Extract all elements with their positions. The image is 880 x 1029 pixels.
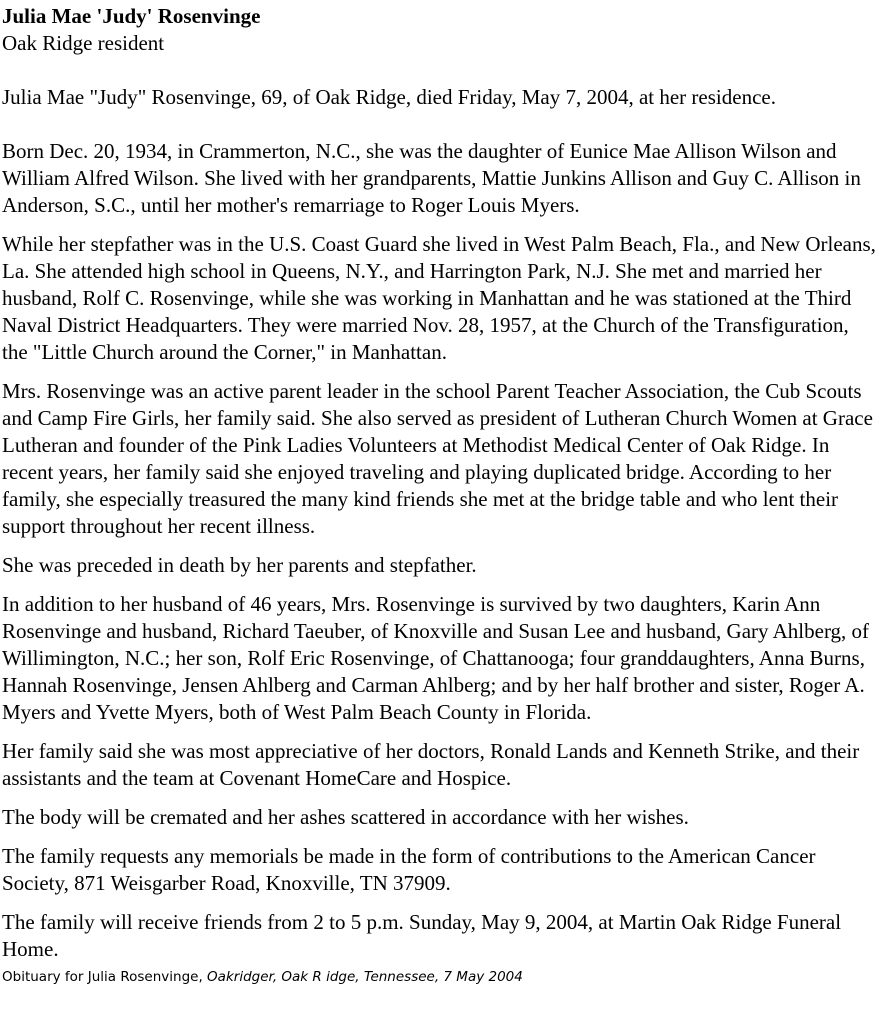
paragraph-marriage: While her stepfather was in the U.S. Coast Guard she lived in West Palm Beach, Fla., and New Orleans, La. She attended high school in Queens, N.Y., and Harrington Park, N.J. She met and married her husband, Rolf C. Rosenvinge, while she was working in Manhattan and he was stationed at the Third Naval District Headquarters. They were married Nov. 28, 1957, at the Church of the Transfiguration, the "Little Church around the Corner," in Manhattan. — [2, 232, 876, 364]
paragraph-preceded: She was preceded in death by her parents and stepfather. — [2, 553, 477, 577]
obituary-footer — [2, 968, 878, 986]
paragraph-visitation: The family will receive friends from 2 to 5 p.m. Sunday, May 9, 2004, at Martin Oak Ridge Funeral Home. — [2, 910, 842, 961]
obituary-body — [2, 138, 878, 963]
paragraph-survivors: In addition to her husband of 46 years, Mrs. Rosenvinge is survived by two daughters, Karin Ann Rosenvinge and husband, Richard Taeuber, of Knoxville and Susan Lee and husband, Gary Ahlberg, of Willimington, N.C.; her son, Rolf Eric Rosenvinge, of Chattanooga; four granddaughters, Anna Burns, Hannah Rosenvinge, Jensen Ahlberg and Carman Ahlberg; and by her half brother and sister, Roger A. Myers and Yvette Myers, both of West Palm Beach County in Florida. — [2, 592, 870, 724]
lead-paragraph: Julia Mae "Judy" Rosenvinge, 69, of Oak Ridge, died Friday, May 7, 2004, at her residence. — [2, 85, 776, 109]
footer-source: Oakridger, Oak R idge, Tennessee, 7 May 2004 — [207, 969, 523, 985]
paragraph-memorials: The family requests any memorials be made in the form of contributions to the American Cancer Society, 871 Weisgarber Road, Knoxville, TN 37909. — [2, 844, 816, 895]
paragraph-birth: Born Dec. 20, 1934, in Crammerton, N.C., she was the daughter of Eunice Mae Allison Wilson and William Alfred Wilson. She lived with her grandparents, Mattie Junkins Allison and Guy C. Allison in Anderson, S.C., until her mother's remarriage to Roger Louis Myers. — [2, 139, 861, 217]
paragraph-appreciation: Her family said she was most appreciative of her doctors, Ronald Lands and Kenneth Strike, and their assistants and the team at Covenant HomeCare and Hospice. — [2, 739, 860, 790]
footer-label: Obituary for Julia Rosenvinge, — [2, 969, 203, 985]
paragraph-activities: Mrs. Rosenvinge was an active parent leader in the school Parent Teacher Association, the Cub Scouts and Camp Fire Girls, her family said. She also served as president of Lutheran Church Women at Grace Lutheran and founder of the Pink Ladies Volunteers at Methodist Medical Center of Oak Ridge. In recent years, her family said she enjoyed traveling and playing duplicated bridge. According to her family, she especially treasured the many kind friends she met at the bridge table and who lent their support throughout her recent illness. — [2, 379, 873, 538]
obituary-subtitle: Oak Ridge resident — [2, 31, 165, 55]
paragraph-cremation: The body will be cremated and her ashes scattered in accordance with her wishes. — [2, 805, 689, 829]
obituary-title: Julia Mae 'Judy' Rosenvinge — [2, 4, 261, 28]
